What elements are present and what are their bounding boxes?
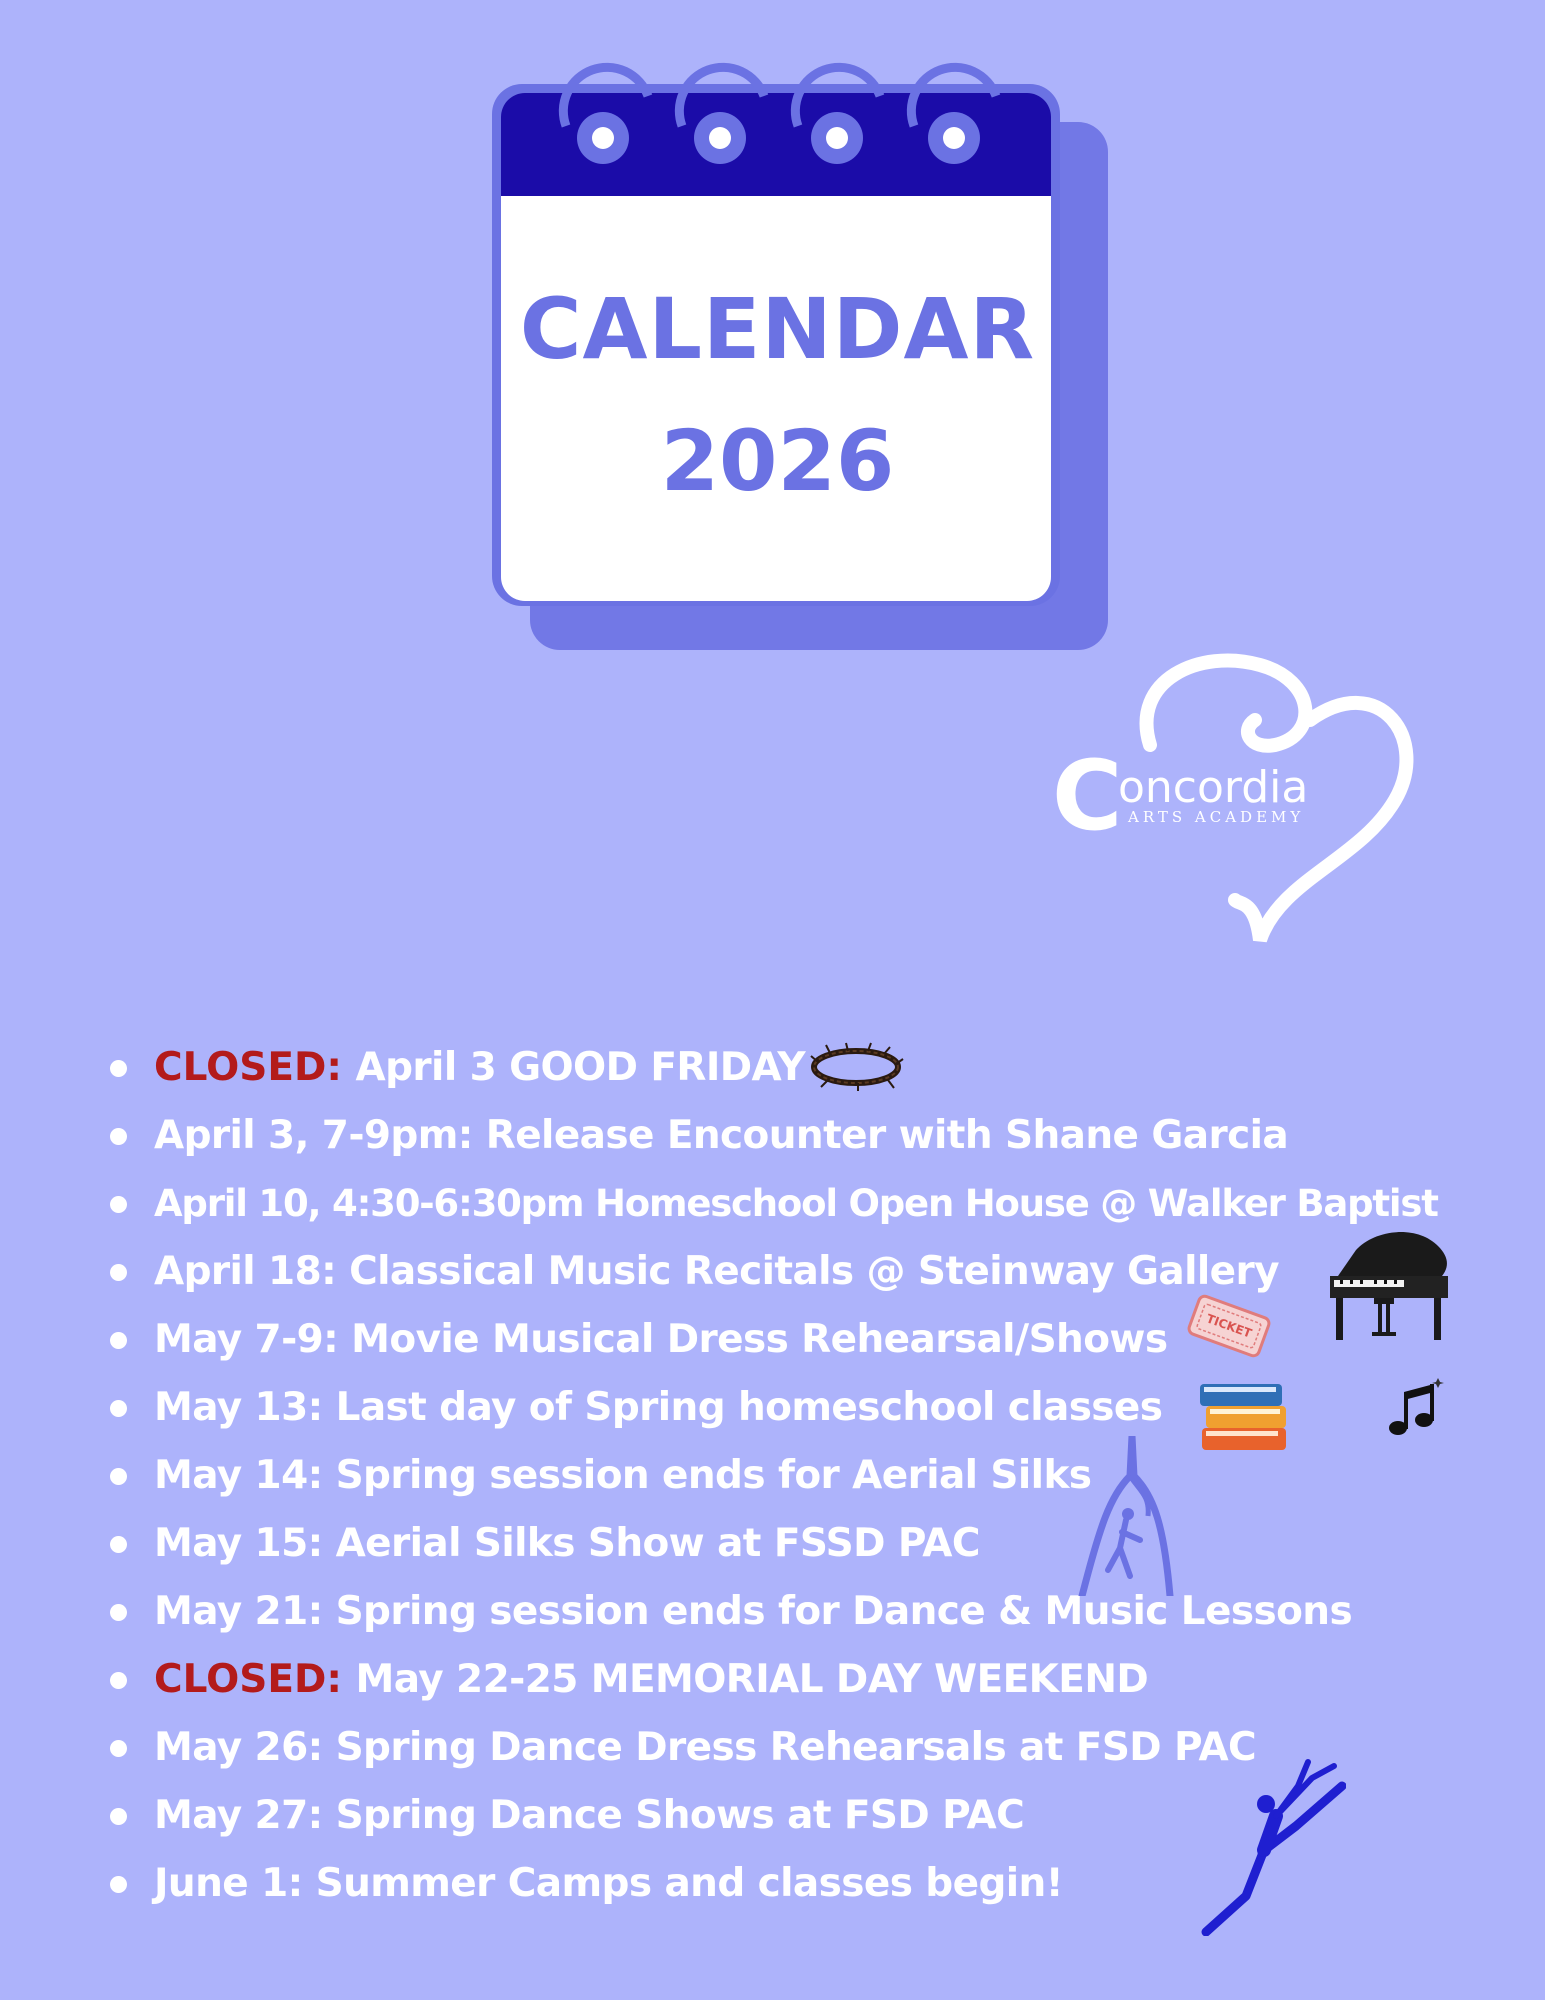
bullet-icon — [110, 1332, 127, 1349]
event-text: May 26: Spring Dance Dress Rehearsals at FSD PAC — [154, 1725, 1257, 1770]
event-item — [102, 1584, 1542, 1652]
ticket-text: TICKET — [1204, 1311, 1254, 1341]
event-item — [102, 1108, 1542, 1176]
crown-of-thorns-icon — [808, 1042, 904, 1092]
music-note-icon — [1386, 1376, 1446, 1440]
bullet-icon — [110, 1876, 127, 1893]
bullet-icon — [110, 1128, 127, 1145]
bullet-icon — [110, 1468, 127, 1485]
bullet-icon — [110, 1536, 127, 1553]
bullet-icon — [110, 1740, 127, 1757]
event-text: April 18: Classical Music Recitals @ Steinway Gallery — [154, 1249, 1279, 1294]
calendar-year: 2026 — [660, 412, 895, 510]
grand-piano-icon — [1326, 1228, 1454, 1344]
ticket-icon — [1186, 1292, 1272, 1360]
bullet-icon — [110, 1060, 127, 1077]
aerial-silks-icon — [1070, 1436, 1180, 1596]
books-icon — [1196, 1376, 1292, 1456]
event-item — [102, 1448, 1542, 1516]
event-text: June 1: Summer Camps and classes begin! — [154, 1861, 1063, 1906]
bullet-icon — [110, 1264, 127, 1281]
dancer-icon — [1196, 1756, 1346, 1936]
event-text: May 13: Last day of Spring homeschool classes — [154, 1385, 1163, 1430]
event-text: April 10, 4:30-6:30pm Homeschool Open House @ Walker Baptist — [154, 1182, 1438, 1225]
logo-subtitle: ARTS ACADEMY — [1128, 808, 1305, 826]
event-text: May 7-9: Movie Musical Dress Rehearsal/Shows — [154, 1317, 1168, 1362]
event-text: May 27: Spring Dance Shows at FSD PAC — [154, 1793, 1025, 1838]
event-text: May 21: Spring session ends for Dance & Music Lessons — [154, 1589, 1353, 1634]
logo-name: oncordia — [1118, 762, 1309, 813]
event-text: April 3, 7-9pm: Release Encounter with Shane Garcia — [154, 1113, 1289, 1158]
event-text: May 15: Aerial Silks Show at FSSD PAC — [154, 1521, 980, 1566]
event-text: May 14: Spring session ends for Aerial Silks — [154, 1453, 1092, 1498]
event-text: May 22-25 MEMORIAL DAY WEEKEND — [355, 1657, 1149, 1702]
bullet-icon — [110, 1672, 127, 1689]
bullet-icon — [110, 1196, 127, 1213]
event-item — [102, 1652, 1542, 1720]
bullet-icon — [110, 1400, 127, 1417]
calendar-title: CALENDAR — [519, 280, 1036, 378]
closed-label: CLOSED: — [154, 1657, 356, 1702]
event-item — [102, 1516, 1542, 1584]
event-text: April 3 GOOD FRIDAY — [355, 1045, 805, 1090]
bullet-icon — [110, 1604, 127, 1621]
event-item — [102, 1380, 1542, 1448]
closed-label: CLOSED: — [154, 1045, 356, 1090]
bullet-icon — [110, 1808, 127, 1825]
logo-initial: C — [1052, 740, 1123, 852]
